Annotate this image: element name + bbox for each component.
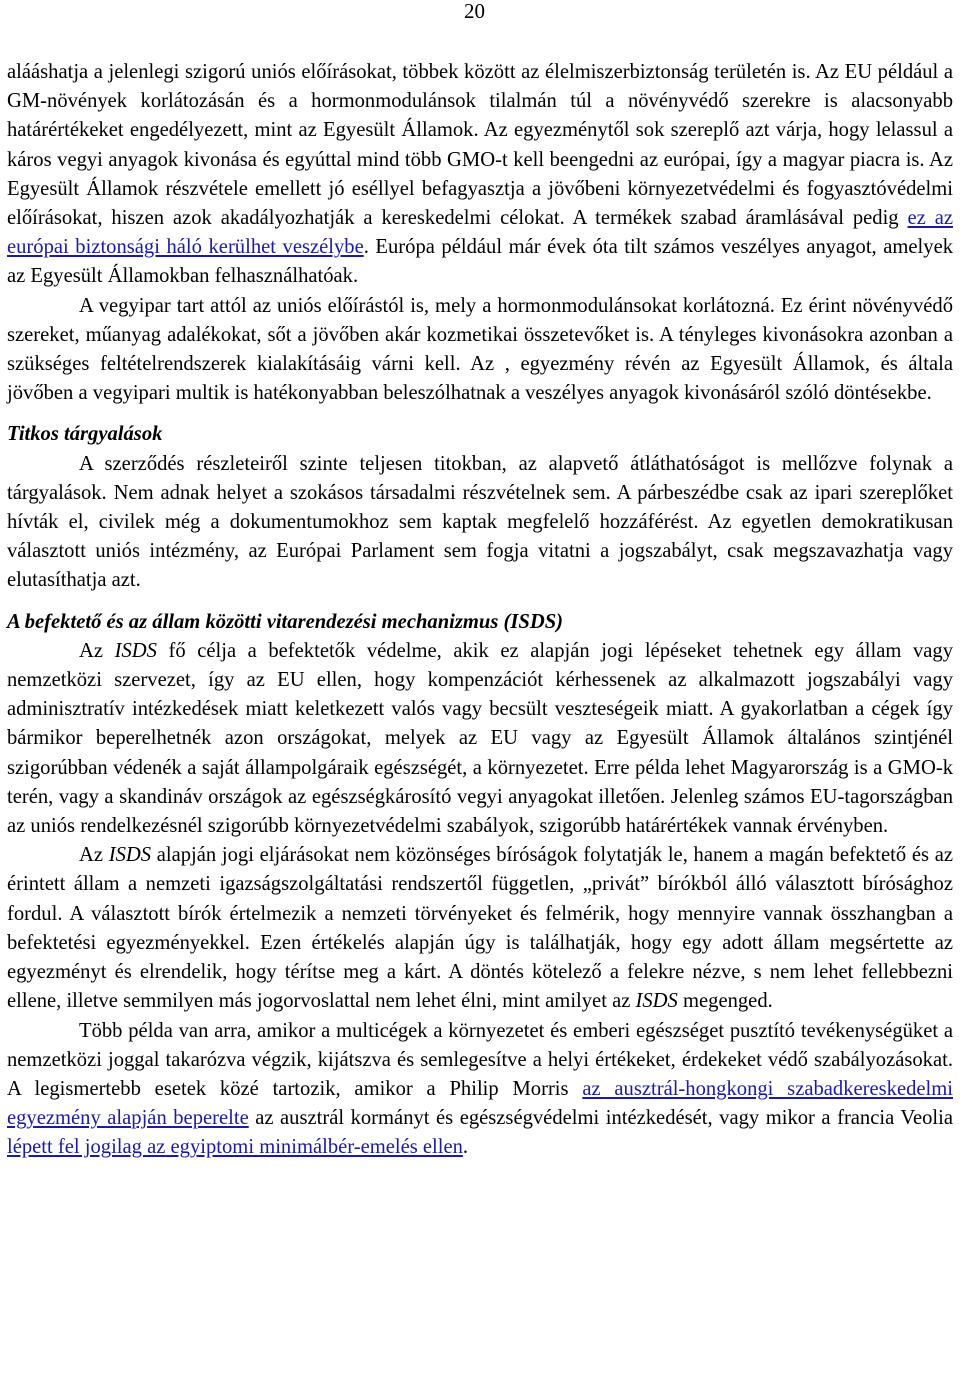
isds-term: ISDS — [635, 990, 678, 1013]
paragraph-6-text-a: Több példa van arra, amikor a multicégek a környezetet és emberi egészséget pusztító tevékenységüket a nemzetközi joggal takarózva végzik, kijátszva és semlegesítve a helyi értékeket, érdekeket védő szabályozásokat. A legismertebb esetek közé tartozik, amikor a Philip Morris — [7, 1019, 953, 1100]
paragraph-5-text-b: alapján jogi eljárásokat nem közönséges bíróságok folytatják le, hanem a magán befektető és az érintett állam a nemzeti igazságszolgáltatási rendszertől független, „privát” bírókból álló választott bírósághoz fordul. A választott bírók értelmezik a nemzeti törvényeket és felmérik, hogy mennyire vannak összhangban a befektetési egyezményekkel. Ezen értékelés alapján úgy is találhatják, hogy egy adott állam megsértette az egyezményt és elrendelik, hogy térítse meg a kárt. A döntés kötelező a felekre nézve, s nem lehet fellebbezni ellene, illetve semmilyen más jogorvoslattal nem lehet élni, mint amilyet az — [7, 844, 953, 1013]
paragraph-5-text-c: megenged. — [677, 990, 773, 1013]
paragraph-5-text-a: Az — [79, 844, 109, 867]
paragraph-5 — [7, 841, 953, 1016]
paragraph-2: A vegyipar tart attól az uniós előírástól is, mely a hormonmodulánsokat korlátozná. Ez érint növényvédő szereket, műanyag adalékokat, sőt a jövőben akár kozmetikai összetevőket is. A tényleges kivonásokra azonban a szükséges feltételrendszerek kialakításáig várni kell. Az , egyezmény révén az Egyesült Államok, és általa jövőben a vegyipari multik is hatékonyabban beleszólhatnak a veszélyes anyagok kivonásáról szóló döntésekbe. — [7, 294, 953, 405]
paragraph-6 — [7, 1017, 953, 1163]
isds-term: ISDS — [108, 844, 152, 867]
spacer — [7, 408, 953, 420]
paragraph-6-text-b: az ausztrál kormányt és egészségvédelmi intézkedését, vagy mikor a francia Veolia — [248, 1107, 953, 1130]
veolia-egypt-link[interactable]: lépett fel jogilag az egyiptomi minimálbér-emelés ellen — [7, 1136, 463, 1159]
paragraph-6-text-c: . — [462, 1136, 469, 1159]
heading-secret-negotiations: Titkos tárgyalások — [7, 423, 163, 446]
paragraph-4 — [7, 637, 953, 841]
paragraph-1 — [7, 58, 953, 292]
heading-isds: A befektető és az állam közötti vitarendezési mechanizmus (ISDS) — [7, 610, 564, 633]
paragraph-4-text-a: Az — [79, 639, 115, 662]
paragraph-1-text-a: alááshatja a jelenlegi szigorú uniós előírásokat, többek között az élelmiszerbiztonság területén is. Az EU például a GM-növények korlátozásán és a hormonmodulánsok tilalmán túl a növényvédő szerekre is alacsonyabb határértékeket engedélyezett, mint az Egyesült Államok. Az egyezménytől sok szereplő azt várja, hogy lelassul a káros vegyi anyagok kivonása és egyúttal mind több GMO-t kell beengedni az európai, így a magyar piacra is. Az Egyesült Államok részvétele emellett jó eséllyel befagyasztja a jövőbeni környezetvédelmi és fogyasztóvédelmi előírásokat, hiszen azok akadályozhatják a kereskedelmi célokat. A termékek szabad áramlásával pedig — [7, 61, 953, 230]
spacer — [7, 596, 953, 608]
page-number: 20 — [464, 0, 485, 23]
philip-morris-lawsuit-link[interactable]: az ausztrál-hongkongi szabadkereskedelmi egyezmény alapján beperelte — [7, 1077, 953, 1130]
paragraph-3: A szerződés részleteiről szinte teljesen titokban, az alapvető átláthatóságot is mellőzve folynak a tárgyalások. Nem adnak helyet a szokásos társadalmi részvételnek sem. A párbeszédbe csak az ipari szereplőket hívták el, civilek még a dokumentumokhoz sem kaptak megfelelő hozzáférést. Az egyetlen demokratikusan választott uniós intézmény, az Európai Parlament sem fogja vitatni a jogszabályt, csak megszavazhatja vagy elutasíthatja azt. — [7, 452, 953, 592]
paragraph-1-text-b: . Európa például már évek óta tilt számos veszélyes anyagot, amelyek az Egyesült Államokban felhasználhatóak. — [7, 236, 954, 288]
isds-term: ISDS — [114, 639, 157, 662]
eu-safety-net-link[interactable]: ez az európai biztonsági háló kerülhet veszélybe — [7, 207, 953, 259]
paragraph-4-text-b: fő célja a befektetők védelme, akik ez alapján jogi lépéseket tehetnek egy állam vagy nemzetközi szervezet, így az EU ellen, hogy kompenzációt kérhessenek az alkalmazott jogszabályi vagy adminisztratív intézkedések miatt keletkezett valós vagy becsült veszteségeik miatt. A gyakorlatban a cégek így bármikor beperelhetnék azon országokat, melyek az EU vagy az Egyesült Államok általános szintjénél szigorúbban védenék a saját állampolgáraik egészségét, a környezetet. Erre példa lehet Magyarország is a GMO-k terén, vagy a skandináv országok az egészségkárosító vegyi anyagokat illetően. Jelenleg számos EU-tagországban az uniós rendelkezésnél szigorúbb környezetvédelmi szabályok, szigorúbb határértékek vannak érvényben. — [7, 639, 953, 838]
